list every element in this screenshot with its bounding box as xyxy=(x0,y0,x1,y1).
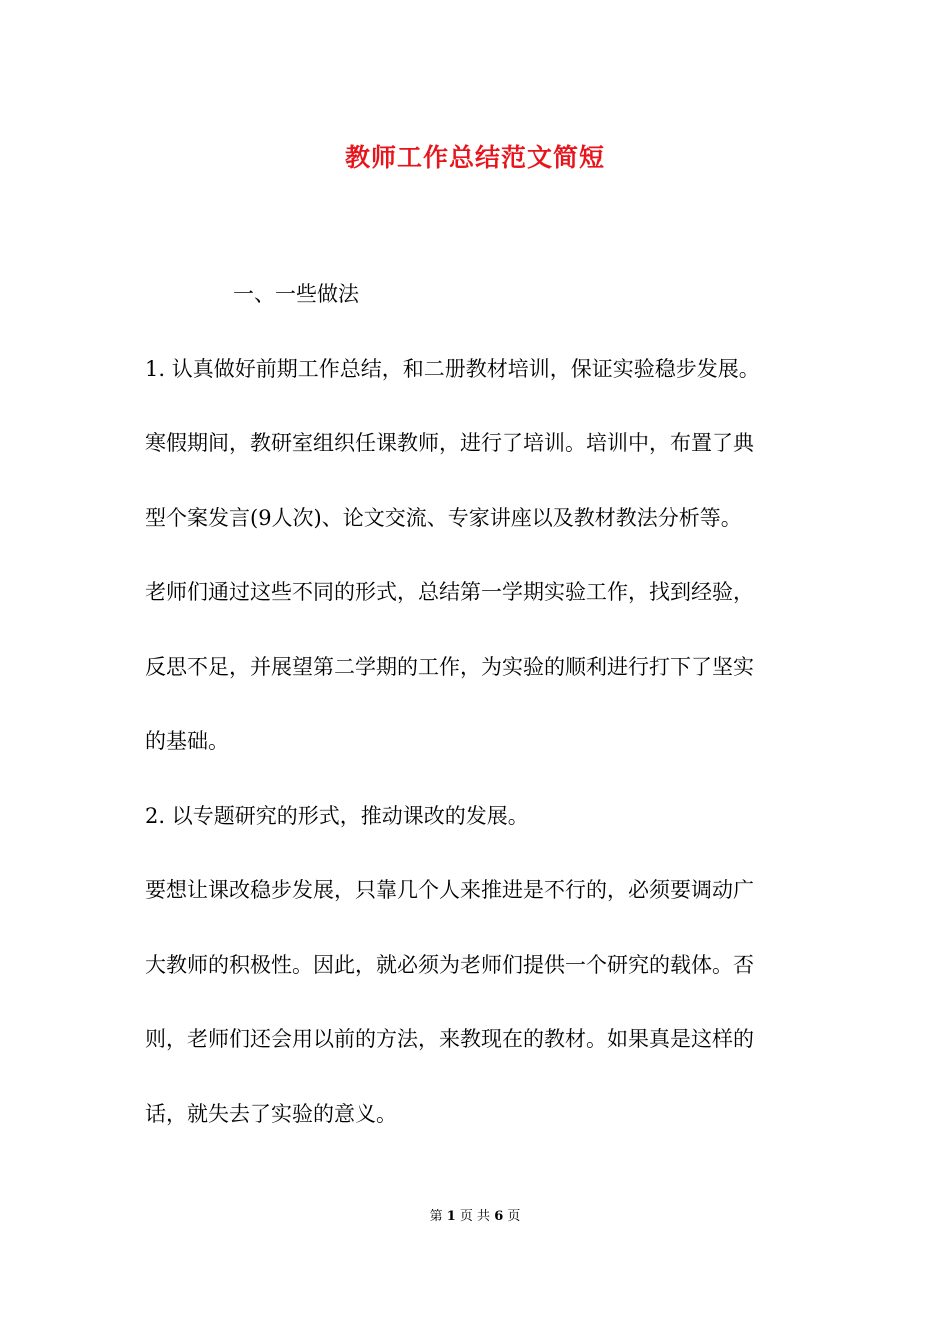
body-line-6: 的基础。 xyxy=(145,729,229,753)
footer-current-page: 1 xyxy=(446,1209,456,1224)
footer-label-of: 页 共 xyxy=(459,1209,491,1224)
body-line-8: 要想让课改稳步发展，只靠几个人来推进是不行的，必须要调动广 xyxy=(145,878,754,902)
footer-total-pages: 6 xyxy=(494,1209,504,1224)
body-line-4: 老师们通过这些不同的形式，总结第一学期实验工作，找到经验， xyxy=(145,580,754,604)
footer-label-end: 页 xyxy=(507,1209,521,1224)
page-footer xyxy=(0,1208,950,1226)
body-line-7: 2. 以专题研究的形式，推动课改的发展。 xyxy=(145,804,529,828)
footer-label-page: 第 xyxy=(429,1209,443,1224)
body-line-11: 话，就失去了实验的意义。 xyxy=(145,1102,397,1126)
body-line-2: 寒假期间，教研室组织任课教师，进行了培训。培训中，布置了典 xyxy=(145,431,754,455)
body-line-3: 型个案发言(9人次)、论文交流、专家讲座以及教材教法分析等。 xyxy=(145,506,742,530)
section-heading: 一、一些做法 xyxy=(233,282,359,306)
body-line-1: 1. 认真做好前期工作总结，和二册教材培训，保证实验稳步发展。 xyxy=(145,357,760,381)
body-line-9: 大教师的积极性。因此，就必须为老师们提供一个研究的载体。否 xyxy=(145,953,754,977)
body-line-5: 反思不足，并展望第二学期的工作，为实验的顺利进行打下了坚实 xyxy=(145,655,754,679)
body-line-10: 则，老师们还会用以前的方法，来教现在的教材。如果真是这样的 xyxy=(145,1027,754,1051)
document-title: 教师工作总结范文简短 xyxy=(344,143,605,172)
